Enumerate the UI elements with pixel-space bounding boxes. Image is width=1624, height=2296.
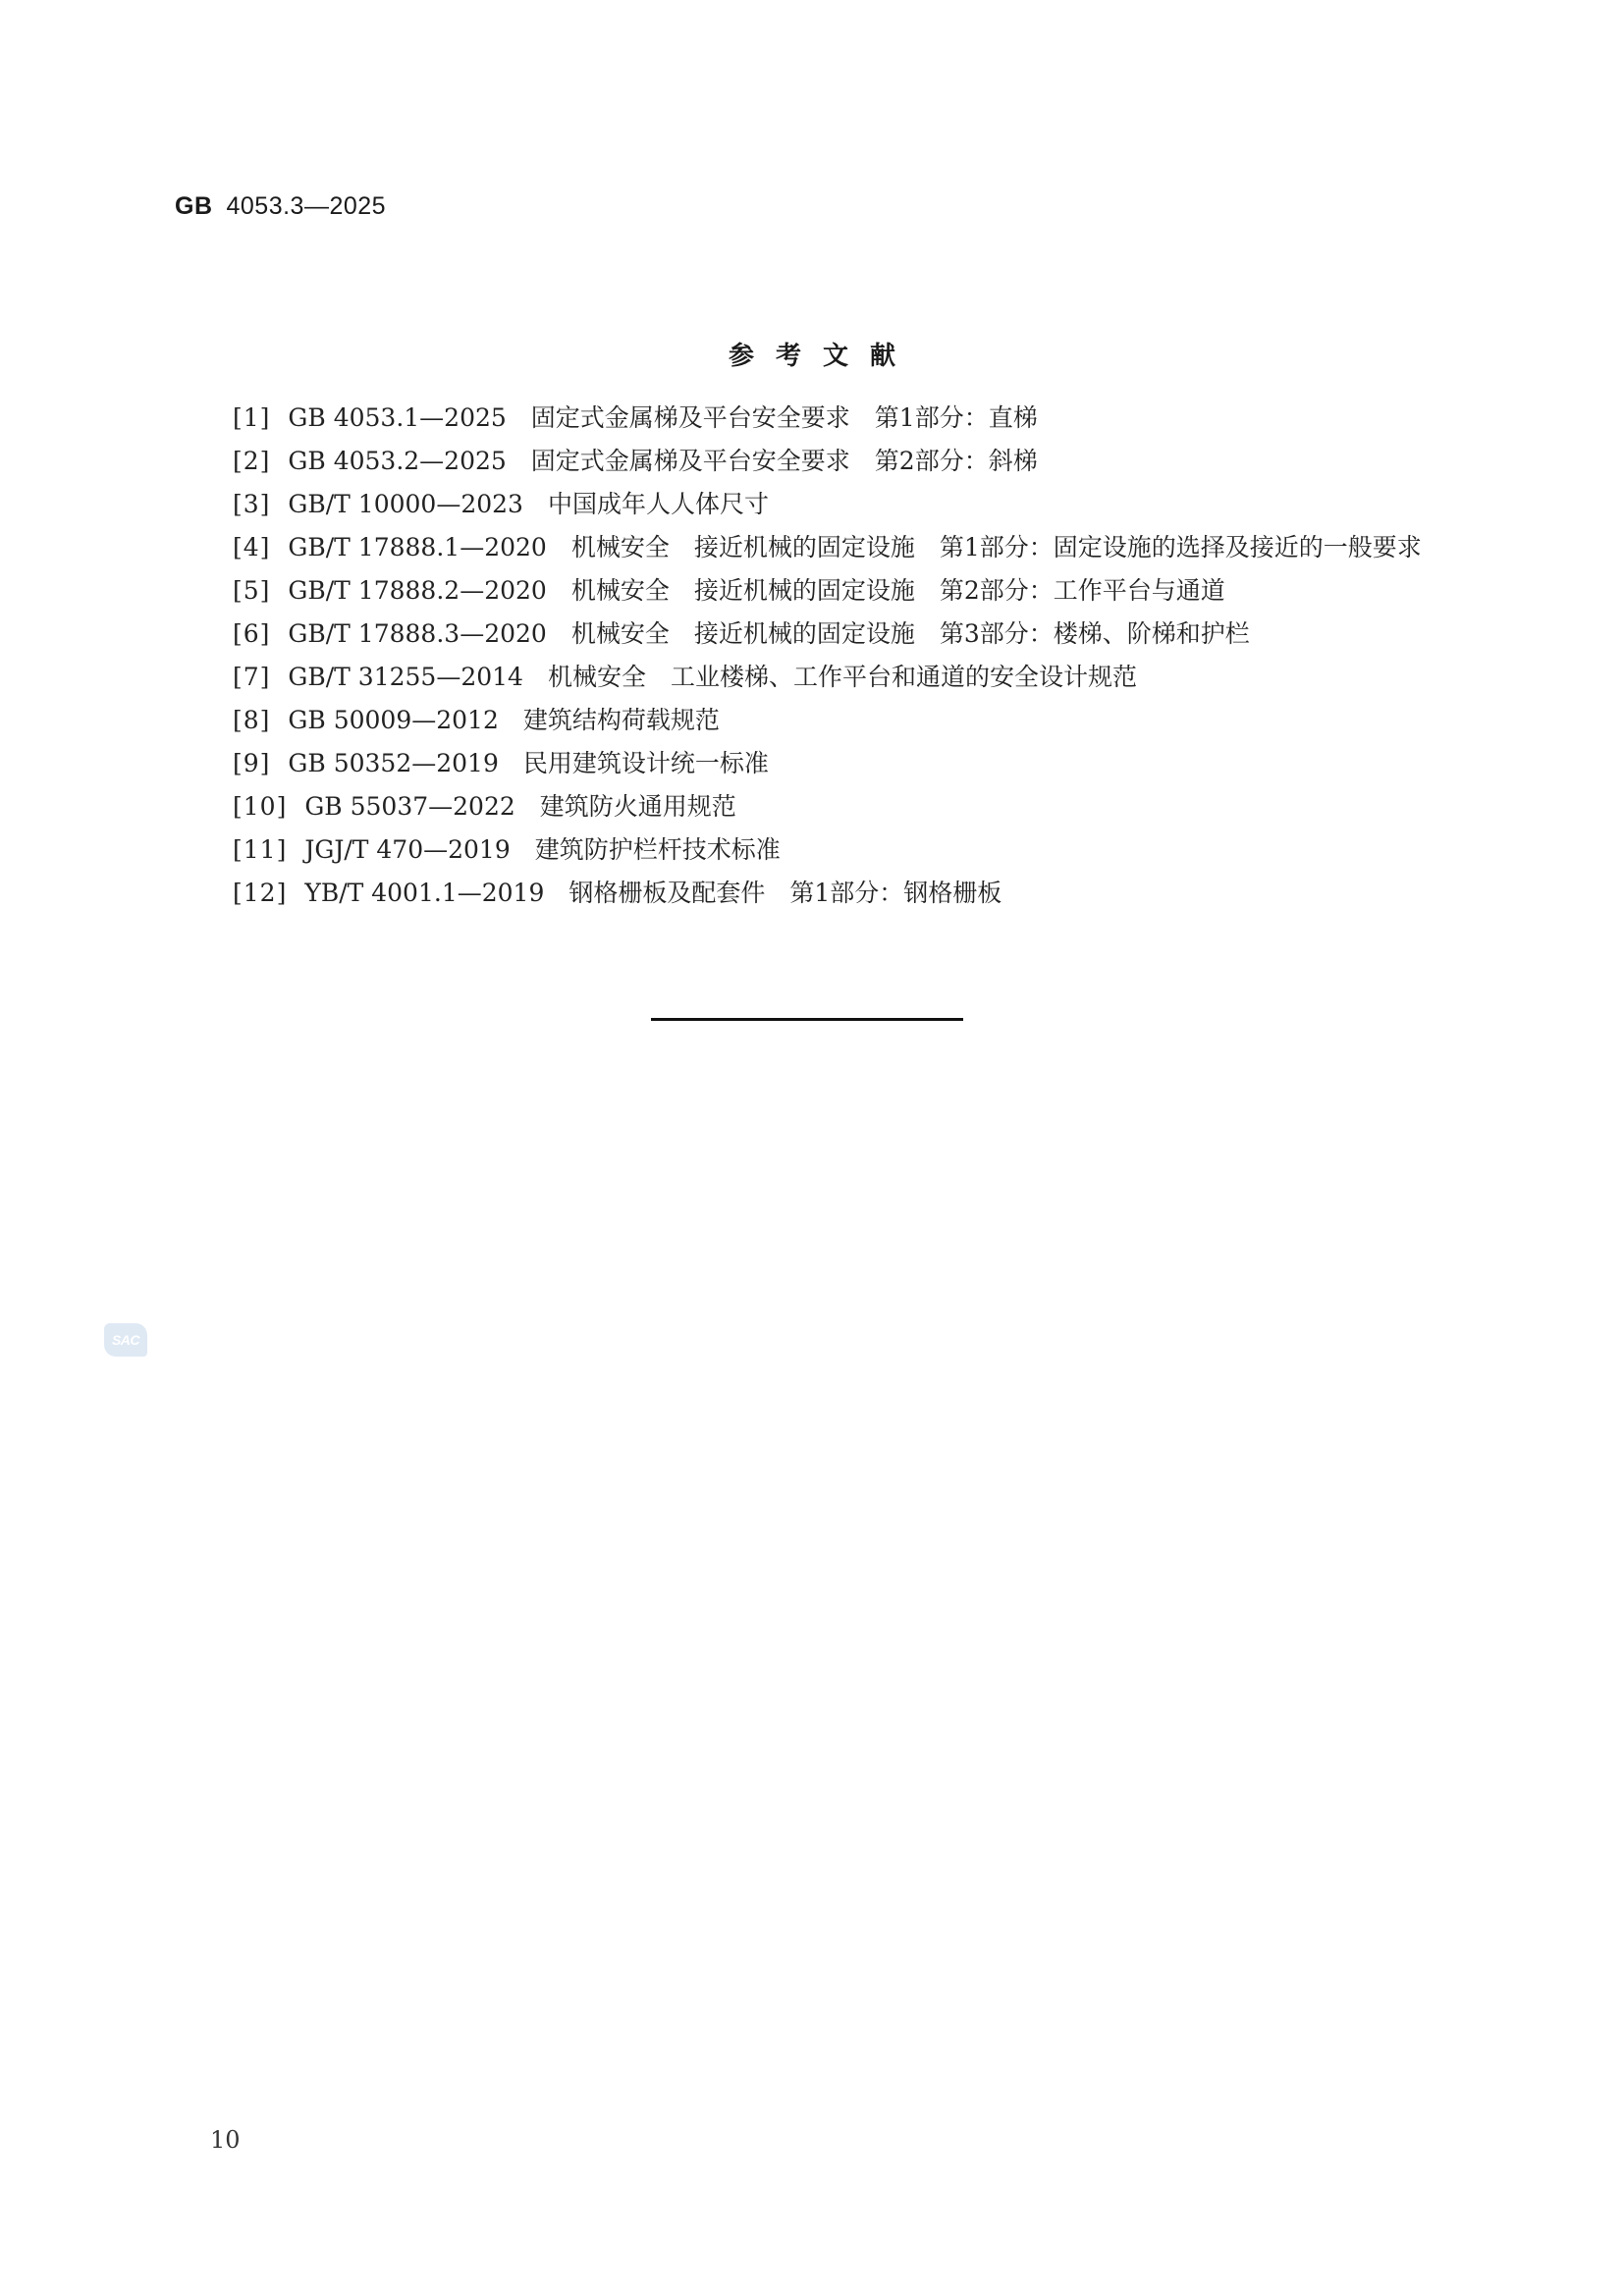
reference-number: [8] [233,706,271,734]
reference-item [175,483,1451,526]
reference-item [175,872,1451,915]
reference-item [175,656,1451,699]
reference-item [175,828,1451,872]
reference-text: GB/T 31255—2014 机械安全 工业楼梯、工作平台和通道的安全设计规范 [288,663,1137,691]
reference-text: GB 4053.2—2025 固定式金属梯及平台安全要求 第2部分：斜梯 [288,447,1038,475]
reference-item [175,785,1451,828]
reference-text: GB 4053.1—2025 固定式金属梯及平台安全要求 第1部分：直梯 [288,403,1038,432]
reference-text: GB 55037—2022 建筑防火通用规范 [304,792,736,821]
page-number: 10 [210,2126,241,2154]
reference-item [175,613,1451,656]
sac-watermark-logo: SAC [104,1323,147,1357]
reference-number: [9] [233,749,271,777]
reference-number: [4] [233,533,271,561]
reference-item [175,699,1451,742]
reference-text: GB/T 10000—2023 中国成年人人体尺寸 [288,490,769,518]
reference-number: [5] [233,576,271,605]
reference-list [175,397,1451,915]
reference-number: [11] [233,835,288,864]
end-of-document-rule [651,1018,963,1021]
reference-text: GB/T 17888.1—2020 机械安全 接近机械的固定设施 第1部分：固定设施的选择及接近的一般要求 [288,533,1422,561]
reference-item [175,440,1451,483]
standard-code [175,192,386,221]
reference-text: YB/T 4001.1—2019 钢格栅板及配套件 第1部分：钢格栅板 [304,879,1002,907]
standard-prefix: GB [175,192,213,220]
reference-number: [1] [233,403,271,432]
reference-number: [6] [233,619,271,648]
reference-number: [12] [233,879,288,907]
standard-number: 4053.3—2025 [226,192,387,220]
reference-text: GB/T 17888.3—2020 机械安全 接近机械的固定设施 第3部分：楼梯、阶梯和护栏 [288,619,1250,648]
reference-item [175,569,1451,613]
reference-item [175,742,1451,785]
reference-item [175,526,1451,569]
reference-number: [2] [233,447,271,475]
reference-text: GB/T 17888.2—2020 机械安全 接近机械的固定设施 第2部分：工作平台与通道 [288,576,1225,605]
bibliography-title: 参考文献 [728,342,917,371]
reference-number: [10] [233,792,288,821]
reference-text: GB 50352—2019 民用建筑设计统一标准 [288,749,769,777]
reference-text: GB 50009—2012 建筑结构荷载规范 [288,706,720,734]
reference-item [175,397,1451,440]
reference-number: [7] [233,663,271,691]
reference-text: JGJ/T 470—2019 建筑防护栏杆技术标准 [304,835,781,864]
reference-number: [3] [233,490,271,518]
